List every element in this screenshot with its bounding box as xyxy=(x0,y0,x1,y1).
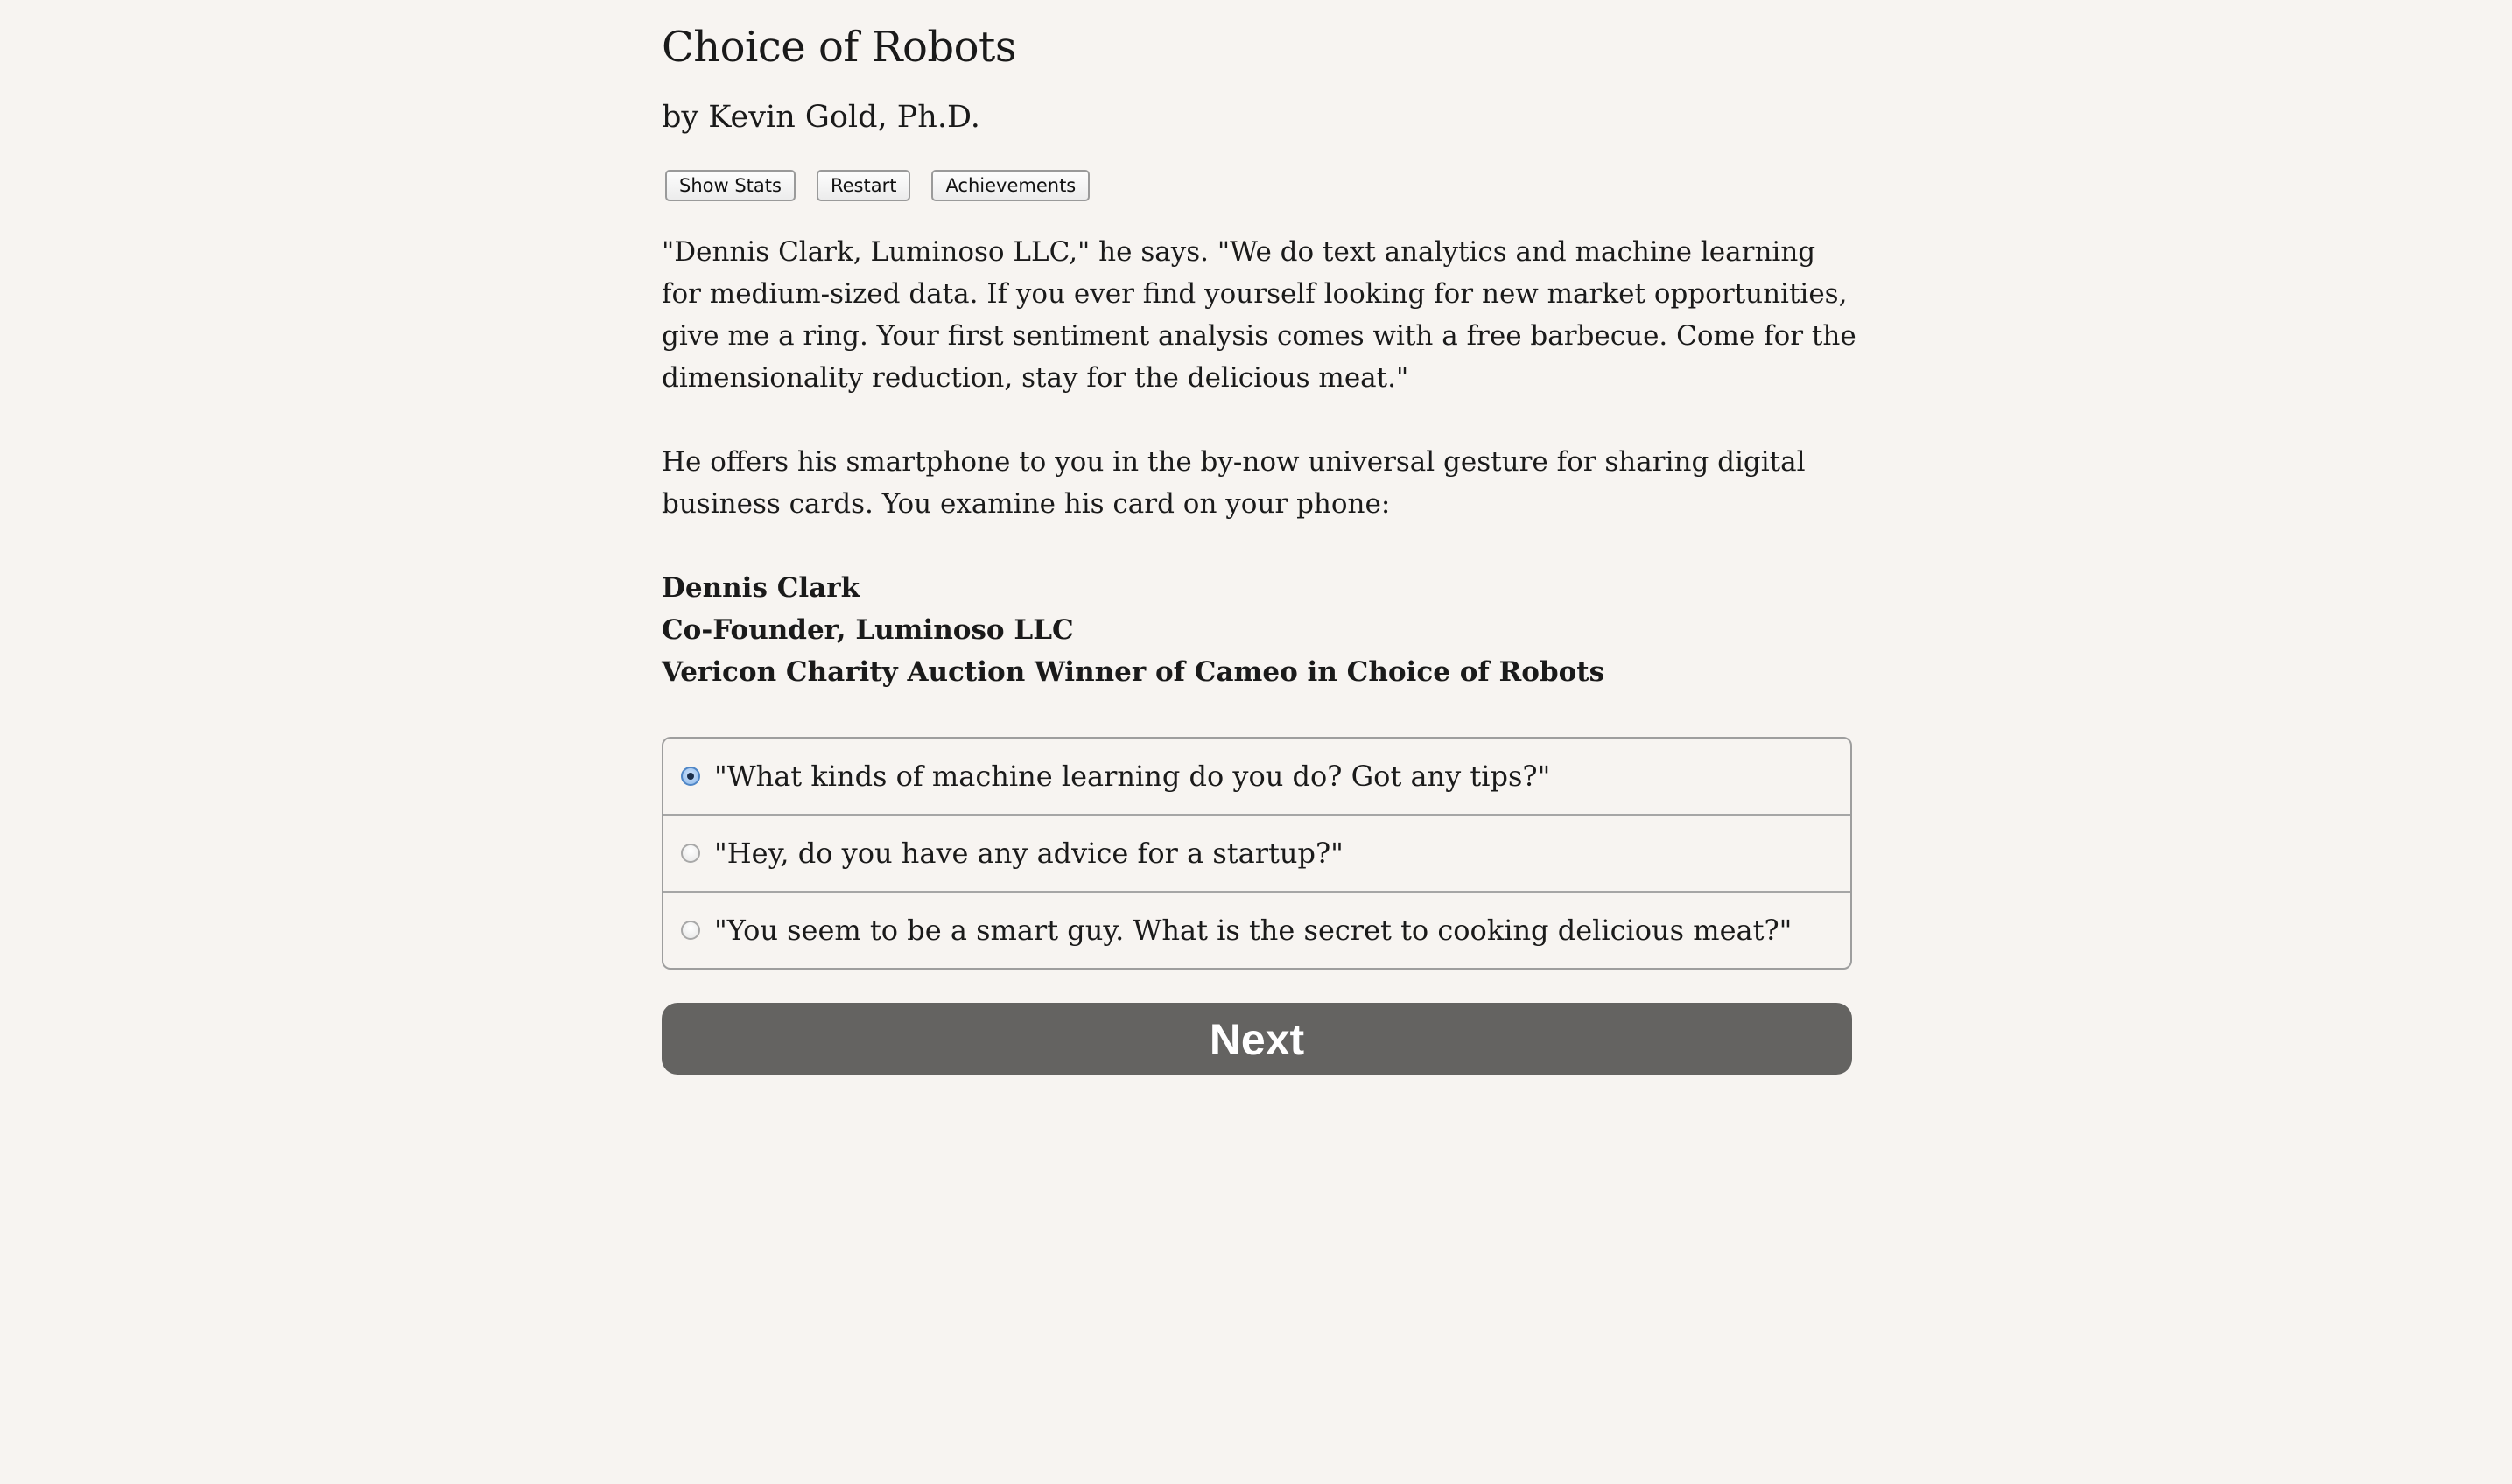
choice-list xyxy=(662,737,1852,970)
achievements-button[interactable]: Achievements xyxy=(931,170,1090,201)
choice-option-3[interactable] xyxy=(663,891,1850,968)
choice-label: "What kinds of machine learning do you do? Got any tips?" xyxy=(714,760,1551,793)
card-note: Vericon Charity Auction Winner of Cameo in Choice of Robots xyxy=(662,656,1605,688)
business-card xyxy=(662,567,1861,693)
card-role: Co-Founder, Luminoso LLC xyxy=(662,614,1074,646)
restart-button[interactable]: Restart xyxy=(817,170,910,201)
card-name: Dennis Clark xyxy=(662,572,860,604)
show-stats-button[interactable]: Show Stats xyxy=(665,170,796,201)
story-paragraph: He offers his smartphone to you in the by-now universal gesture for sharing digital business cards. You examine his card on your phone: xyxy=(662,446,1806,520)
choice-label: "Hey, do you have any advice for a startup?" xyxy=(714,836,1344,870)
toolbar xyxy=(665,170,1090,201)
radio-unselected-icon[interactable] xyxy=(681,844,700,863)
radio-unselected-icon[interactable] xyxy=(681,920,700,940)
choice-option-1[interactable] xyxy=(663,738,1850,814)
story-text xyxy=(662,231,1861,693)
game-title: Choice of Robots xyxy=(662,23,1016,72)
story-paragraph: "Dennis Clark, Luminoso LLC," he says. "We do text analytics and machine learning for medium-sized data. If you ever find yourself looking for new market opportunities, give me a ring. Your first sentiment analysis comes with a free barbecue. Come for the dimensionality reduction, stay for the delicious meat." xyxy=(662,236,1856,394)
next-button[interactable]: Next xyxy=(662,1003,1852,1074)
radio-selected-icon[interactable] xyxy=(681,766,700,786)
game-author: by Kevin Gold, Ph.D. xyxy=(662,100,980,135)
choice-option-2[interactable] xyxy=(663,814,1850,891)
choice-label: "You seem to be a smart guy. What is the secret to cooking delicious meat?" xyxy=(714,914,1793,947)
